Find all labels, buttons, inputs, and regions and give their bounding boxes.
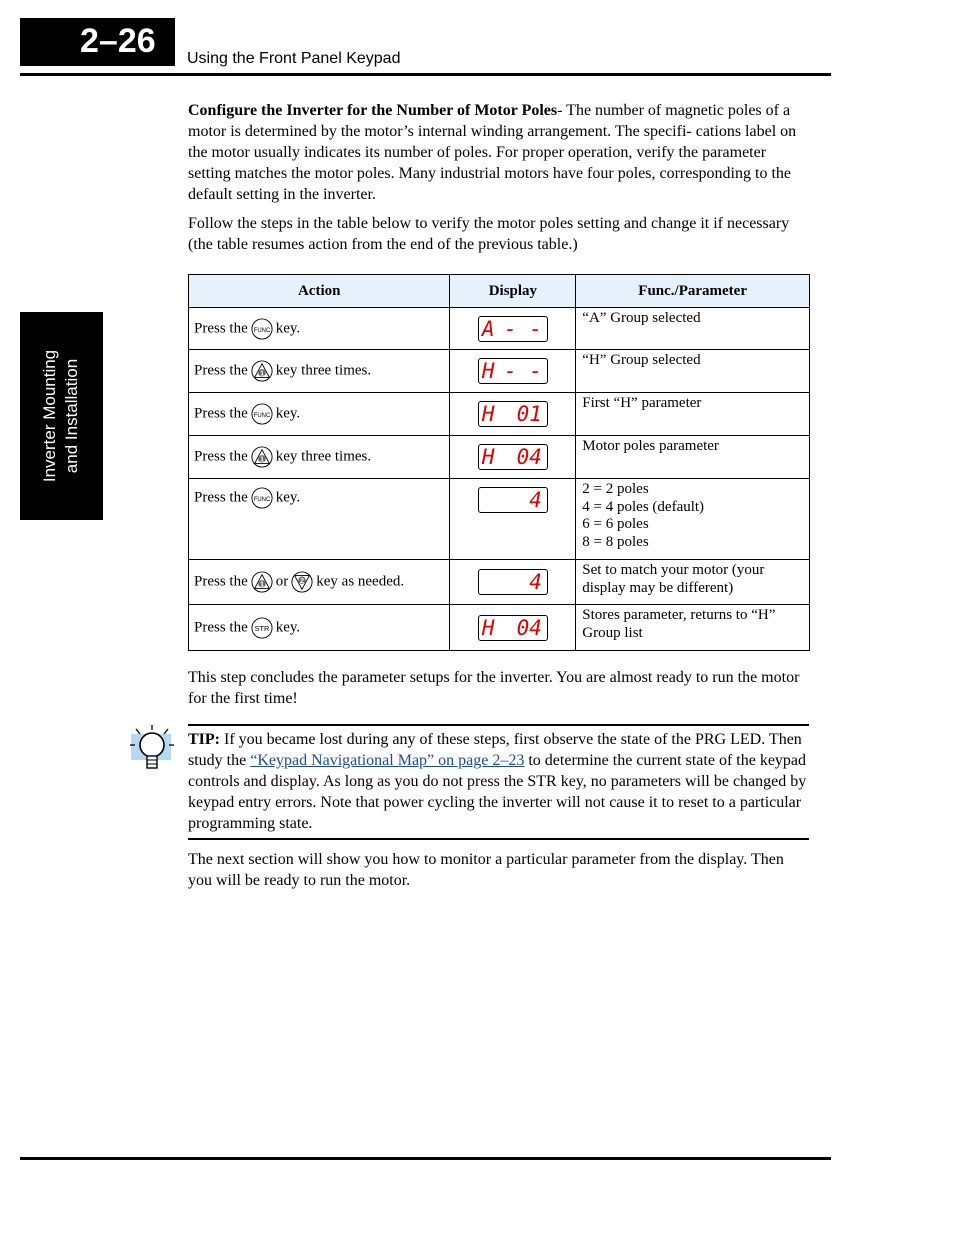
display-cell [450, 605, 576, 651]
table-row [189, 436, 810, 479]
display-cell [450, 393, 576, 436]
header-title: Using the Front Panel Keypad [187, 50, 401, 67]
func-cell: 2 = 2 poles 4 = 4 poles (default) 6 = 6 poles 8 = 8 poles [576, 479, 810, 560]
func-cell: Stores parameter, returns to “H” Group list [576, 605, 810, 651]
lcd-display: H 01 [478, 401, 548, 427]
display-cell [450, 436, 576, 479]
action-cell: Press the FUNC key. [189, 393, 450, 436]
svg-text:1: 1 [259, 454, 264, 464]
header-func: Func./Parameter [576, 275, 810, 308]
next-paragraph: The next section will show you how to monitor a particular parameter from the display. Then you will be ready to run the motor. [188, 851, 784, 889]
header-rule [20, 73, 831, 76]
svg-text:FUNC: FUNC [253, 412, 270, 419]
table-row [189, 308, 810, 350]
side-tab [20, 312, 103, 520]
lcd-display: H - - [478, 358, 548, 384]
lcd-display: H 04 [478, 444, 548, 470]
svg-text:2: 2 [300, 575, 305, 585]
table-row [189, 560, 810, 605]
action-cell: Press the FUNC key. [189, 479, 450, 560]
lightbulb-icon [128, 725, 176, 775]
func-key-icon [251, 487, 273, 509]
up-arrow-key-icon [251, 571, 273, 593]
footer-rule [20, 1157, 831, 1160]
follow-paragraph: Follow the steps in the table below to verify the motor poles setting and change it if necessary (the table resumes action from the end of the previous table.) [188, 215, 790, 253]
action-cell: Press the STR key. [189, 605, 450, 651]
func-key-icon [251, 318, 273, 340]
func-cell: Set to match your motor (your display may be different) [576, 560, 810, 605]
tip-label: TIP: [188, 731, 220, 748]
action-cell: Press the FUNC key. [189, 308, 450, 350]
func-cell: First “H” parameter [576, 393, 810, 436]
lcd-display: 4 [478, 487, 548, 513]
action-cell: Press the 1 key three times. [189, 436, 450, 479]
header-display: Display [450, 275, 576, 308]
store-key-icon [251, 617, 273, 639]
intro-heading: Configure the Inverter for the Number of Motor Poles [188, 102, 558, 119]
display-cell [450, 350, 576, 393]
lcd-display: A - - [478, 316, 548, 342]
table-row [189, 393, 810, 436]
header-action: Action [189, 275, 450, 308]
svg-text:1: 1 [259, 579, 264, 589]
down-arrow-key-icon [291, 571, 313, 593]
display-cell [450, 308, 576, 350]
func-key-icon [251, 403, 273, 425]
keypad-map-link[interactable]: “Keypad Navigational Map” on page 2–23 [250, 752, 525, 769]
svg-text:1: 1 [259, 368, 264, 378]
func-cell: Motor poles parameter [576, 436, 810, 479]
svg-text:FUNC: FUNC [253, 496, 270, 503]
tip-rule-top [188, 724, 809, 726]
display-cell [450, 479, 576, 560]
tip-paragraph: TIP: If you became lost during any of these steps, first observe the state of the PRG LED. Then study the “Keypad Navigational Map” on page 2–23 to determine the current state of the keypad controls and display. As long as you do not press the STR key, no parameters will be changed by keypad entry errors. Note that power cycling the inverter will not cause it to reset to a particular programming state. [188, 731, 807, 832]
action-cell: Press the 1 or 2 key as needed. [189, 560, 450, 605]
lcd-display: 4 [478, 569, 548, 595]
svg-text:FUNC: FUNC [253, 327, 270, 334]
table-row [189, 479, 810, 560]
up-arrow-key-icon [251, 360, 273, 382]
side-tab-label: Inverter Mounting and Installation [40, 349, 81, 483]
svg-text:STR: STR [254, 623, 270, 633]
up-arrow-key-icon [251, 446, 273, 468]
table-row [189, 350, 810, 393]
table-header-row [189, 275, 810, 308]
intro-paragraph: Configure the Inverter for the Number of Motor Poles- The number of magnetic poles of a motor is determined by the motor’s internal winding arrangement. The specifi- cations label on the motor usually indicates its number of poles. For proper operation, verify the parameter setting matches the motor poles. Many industrial motors have four poles, corresponding to the default setting in the inverter. [188, 102, 797, 203]
func-cell: “A” Group selected [576, 308, 810, 350]
page-number: 2–26 [20, 18, 175, 66]
lcd-display: H 04 [478, 615, 548, 641]
tip-rule-bottom [188, 838, 809, 840]
action-cell: Press the 1 key three times. [189, 350, 450, 393]
func-cell: “H” Group selected [576, 350, 810, 393]
steps-table [188, 274, 810, 651]
table-row [189, 605, 810, 651]
conclusion-paragraph: This step concludes the parameter setups for the inverter. You are almost ready to run the motor for the first time! [188, 669, 800, 707]
display-cell [450, 560, 576, 605]
